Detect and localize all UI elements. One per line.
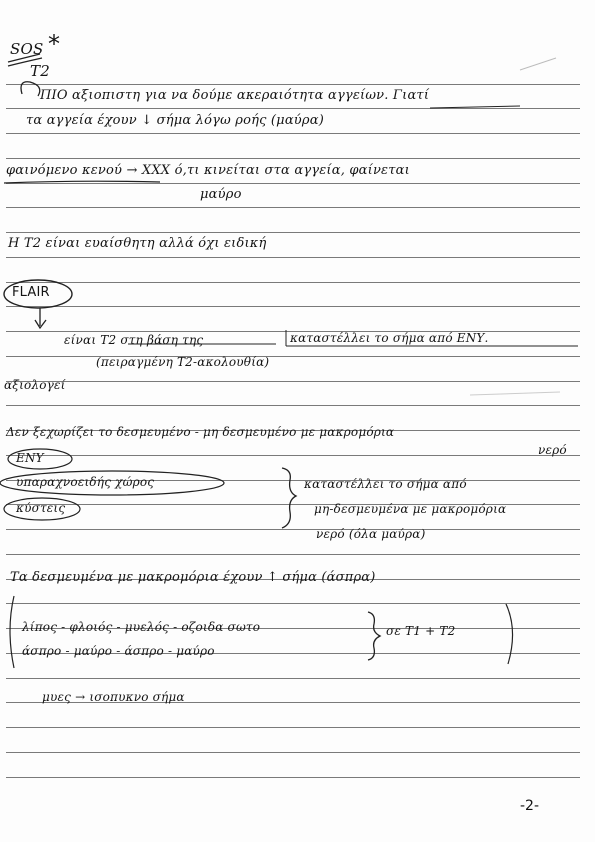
bullet-eny: ΕΝΥ [16, 451, 44, 465]
note-line-11-right: σε T1 + T2 [386, 624, 456, 638]
underline-stroke [430, 106, 520, 108]
note-line-5: Η T2 είναι ευαίσθητη αλλά όχι ειδική [8, 236, 267, 251]
note-line-7: (πειραγμένη T2-ακολουθία) [96, 355, 270, 369]
curly-brace [282, 468, 296, 528]
note-line-6b: καταστέλλει το σήμα από ΕΝΥ. [290, 331, 489, 345]
curly-brace [368, 612, 380, 660]
subject-title: T2 [30, 62, 50, 80]
note-line-12: άσπρο - μαύρο - άσπρο - μαύρο [22, 644, 215, 658]
star-icon: * [48, 30, 61, 58]
bullet-subarachnoid: υπαραχνοειδής χώρος [16, 475, 155, 489]
faint-scribble [470, 392, 560, 395]
page-number: -2- [520, 798, 540, 814]
note-line-9: Δεν ξεχωρίζει το δεσμευμένο - μη δεσμευμένο με μακρομόρια [6, 425, 395, 439]
flair-label: FLAIR [12, 285, 50, 300]
faint-scribble [520, 58, 556, 70]
note-line-9b: νερό [538, 443, 567, 457]
group-bracket [506, 604, 513, 664]
note-line-11: λίπος - φλοιός - μυελός - οζοιδα σωτο [22, 620, 261, 634]
sos-mark: SOS [10, 40, 44, 58]
note-line-13: μυες → ισοπυκνο σήμα [42, 690, 185, 704]
note-line-4: μαύρο [200, 187, 242, 202]
note-line-10: Τα δεσμευμένα με μακρομόρια έχουν ↑ σήμα (άσπρα) [10, 570, 376, 585]
note-line-1: ΠΙΟ αξιοπιστη για να δούμε ακεραιότητα αγγείων. Γιατί [40, 88, 430, 103]
note-line-6a: είναι T2 στη βάση της [64, 333, 204, 347]
t2-hook-stroke [21, 82, 40, 96]
note-line-8: αξιολογεί [4, 378, 66, 392]
underline-stroke [4, 181, 160, 183]
right-line-3: νερό (όλα μαύρα) [316, 527, 426, 541]
note-line-3: φαινόμενο κενού → ΧΧΧ ό,τι κινείται στα αγγεία, φαίνεται [6, 163, 410, 178]
right-line-1: καταστέλλει το σήμα από [304, 477, 467, 491]
right-line-2: μη-δεσμευμένα με μακρομόρια [314, 502, 507, 516]
bullet-cysts: κύστεις [16, 501, 66, 515]
group-bracket [10, 596, 14, 668]
note-line-2: τα αγγεία έχουν ↓ σήμα λόγω ροής (μαύρα) [26, 113, 325, 128]
